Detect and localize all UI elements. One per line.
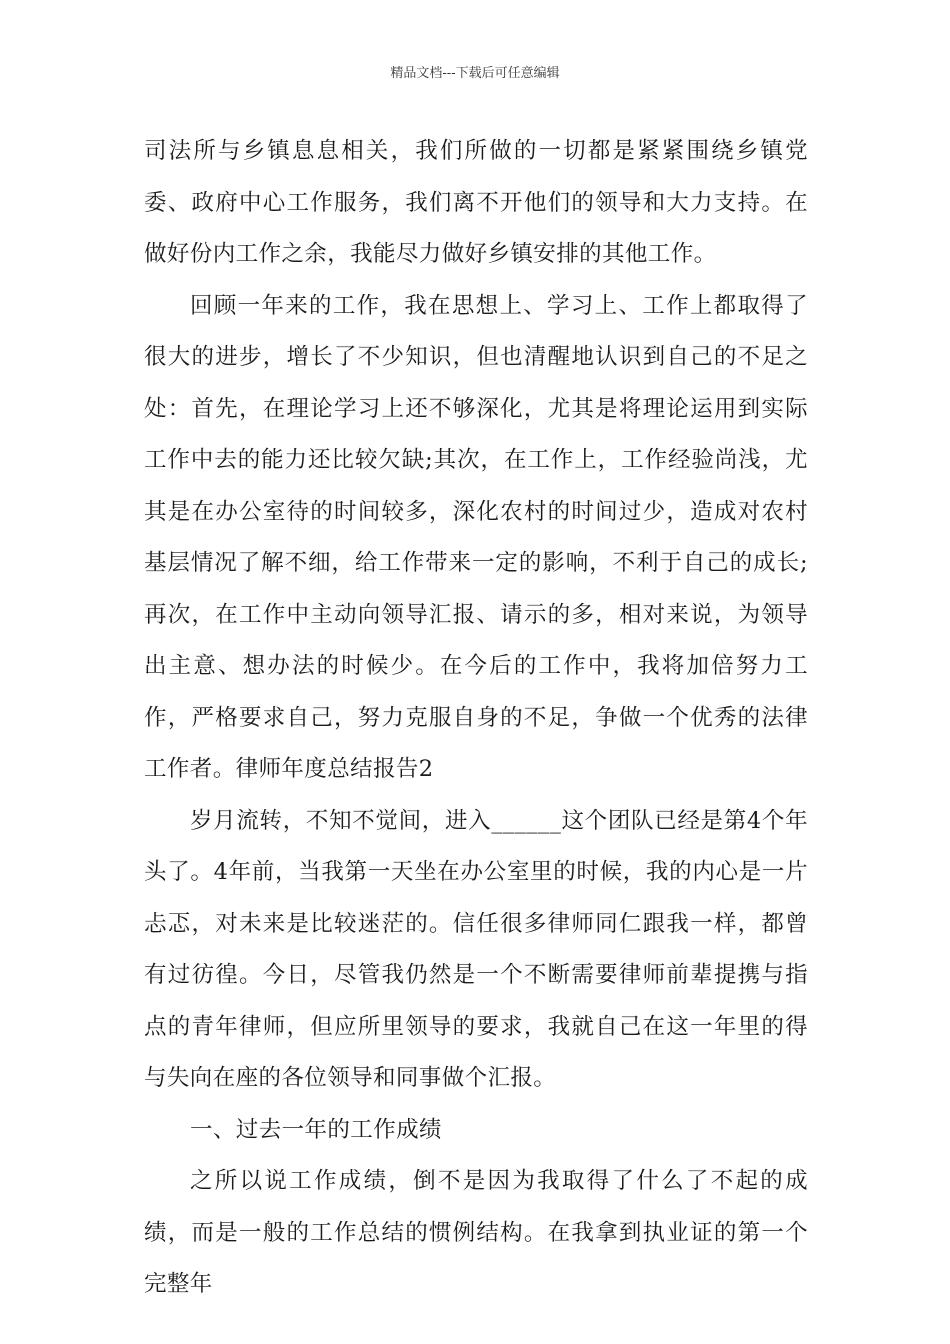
paragraph-2: 回顾一年来的工作，我在思想上、学习上、工作上都取得了很大的进步，增长了不少知识，但也清醒地认识到自己的不足之处：首先，在理论学习上还不够深化，尤其是将理论运用到实际工作中去的能力还比较欠缺;其次，在工作上，工作经验尚浅，尤其是在办公室待的时间较多，深化农村的时间过少，造成对农村基层情况了解不细，给工作带来一定的影响，不利于自己的成长;再次，在工作中主动向领导汇报、请示的多，相对来说，为领导出主意、想办法的时候少。在今后的工作中，我将加倍努力工作，严格要求自己，努力克服自身的不足，争做一个优秀的法律工作者。律师年度总结报告2 — [144, 292, 808, 782]
page-header: 精品文档---下载后可任意编辑 — [390, 66, 560, 81]
paragraph-3: 岁月流转，不知不觉间，进入______这个团队已经是第4个年头了。4年前，当我第一天坐在办公室里的时候，我的内心是一片忐忑，对未来是比较迷茫的。信任很多律师同仁跟我一样，都曾有过彷徨。今日，尽管我仍然是一个不断需要律师前辈提携与指点的青年律师，但应所里领导的要求，我就自己在这一年里的得与失向在座的各位领导和同事做个汇报。 — [144, 807, 808, 1091]
paragraph-1: 司法所与乡镇息息相关，我们所做的一切都是紧紧围绕乡镇党委、政府中心工作服务，我们离不开他们的领导和大力支持。在做好份内工作之余，我能尽力做好乡镇安排的其他工作。 — [144, 138, 808, 267]
section-heading: 一、过去一年的工作成绩 — [190, 1116, 442, 1143]
document-body — [144, 126, 808, 1311]
paragraph-4: 之所以说工作成绩，倒不是因为我取得了什么了不起的成绩，而是一般的工作总结的惯例结构。在我拿到执业证的第一个完整年 — [144, 1168, 808, 1297]
